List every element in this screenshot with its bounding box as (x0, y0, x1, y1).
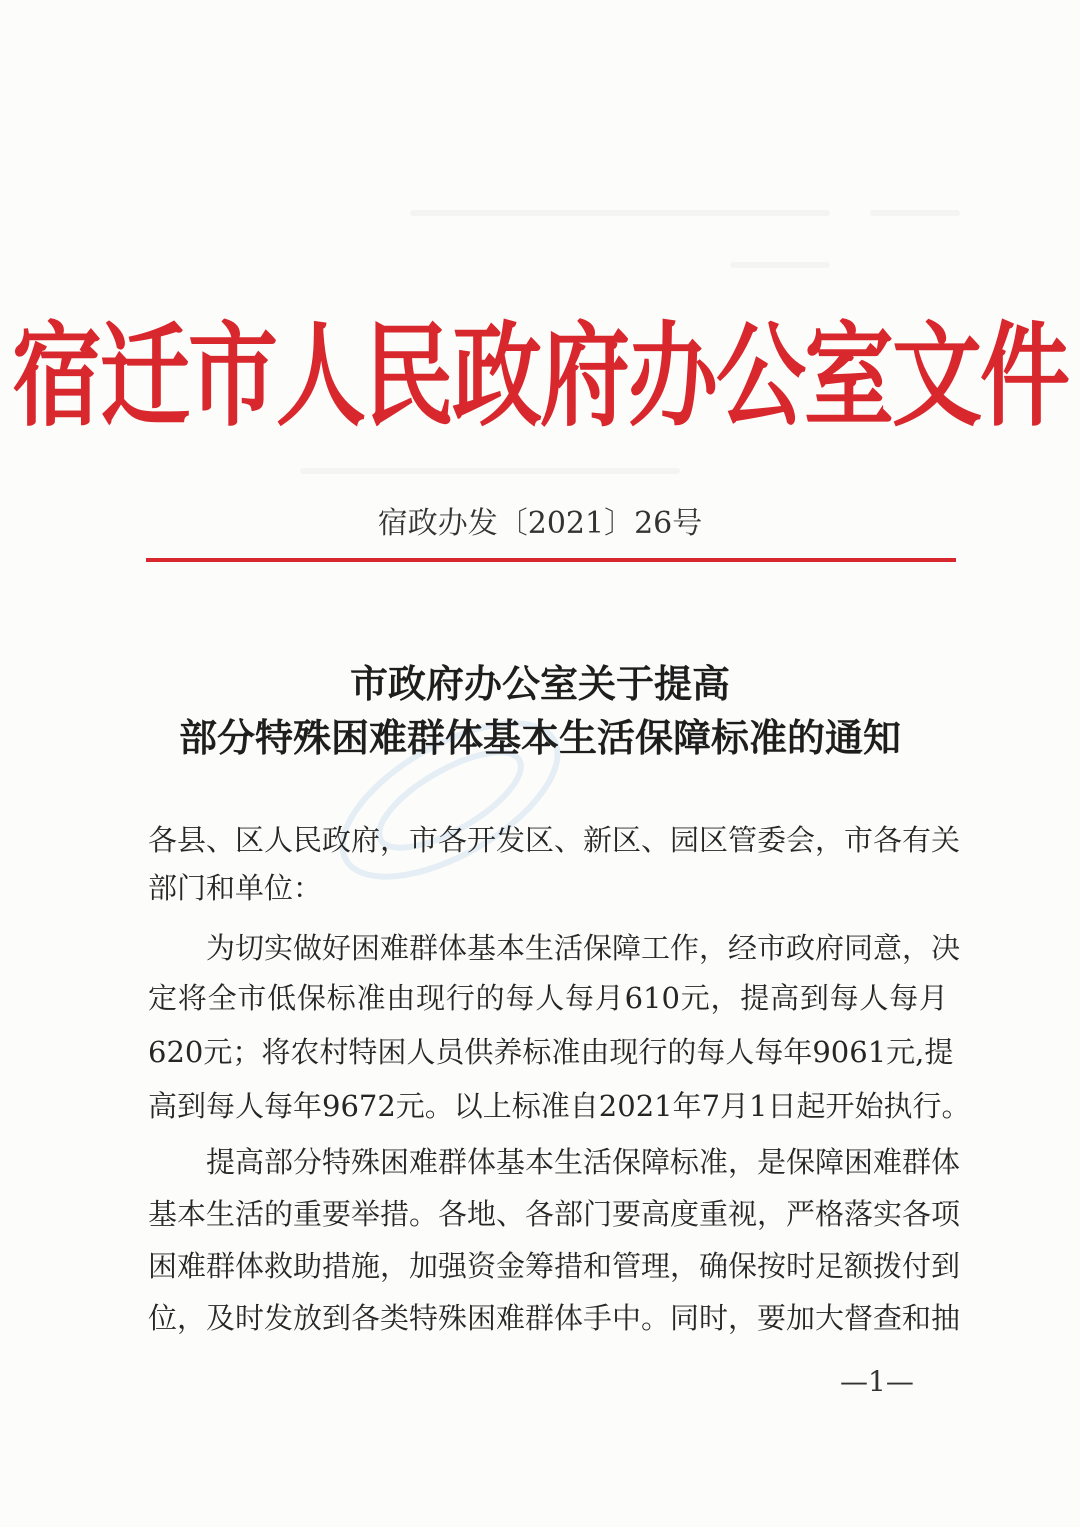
bleed-through-line (870, 210, 960, 216)
bleed-through-line (730, 262, 830, 268)
body-line-para2-4: 位，及时发放到各类特殊困难群体手中。同时，要加大督查和抽 (148, 1301, 961, 1335)
body-line-addressee-2: 部门和单位： (148, 871, 323, 905)
body-line-addressee-1: 各县、区人民政府，市各开发区、新区、园区管委会，市各有关 (148, 823, 961, 857)
body-line-para1-3: 620元；将农村特困人员供养标准由现行的每人每年9061元,提 (148, 1035, 954, 1069)
body-line-para2-1: 提高部分特殊困难群体基本生活保障标准，是保障困难群体 (206, 1145, 961, 1179)
notice-title-line-2: 部分特殊困难群体基本生活保障标准的通知 (178, 715, 901, 760)
body-line-para1-1: 为切实做好困难群体基本生活保障工作，经市政府同意，决 (206, 931, 961, 965)
body-line-para2-2: 基本生活的重要举措。各地、各部门要高度重视，严格落实各项 (148, 1197, 961, 1231)
body-line-para1-2: 定将全市低保标准由现行的每人每月610元，提高到每人每月 (148, 981, 948, 1015)
red-separator-rule (146, 558, 956, 562)
bleed-through-line (300, 468, 680, 474)
issuing-authority-header: 宿迁市人民政府办公室文件 (12, 311, 1068, 443)
bleed-through-line (410, 210, 830, 216)
body-line-para2-3: 困难群体救助措施，加强资金筹措和管理，确保按时足额拨付到 (148, 1249, 961, 1283)
page-number: —1— (840, 1365, 914, 1398)
document-number: 宿政办发〔2021〕26号 (377, 506, 703, 541)
notice-title-line-1: 市政府办公室关于提高 (349, 661, 730, 706)
body-line-para1-4: 高到每人每年9672元。以上标准自2021年7月1日起开始执行。 (148, 1089, 971, 1123)
